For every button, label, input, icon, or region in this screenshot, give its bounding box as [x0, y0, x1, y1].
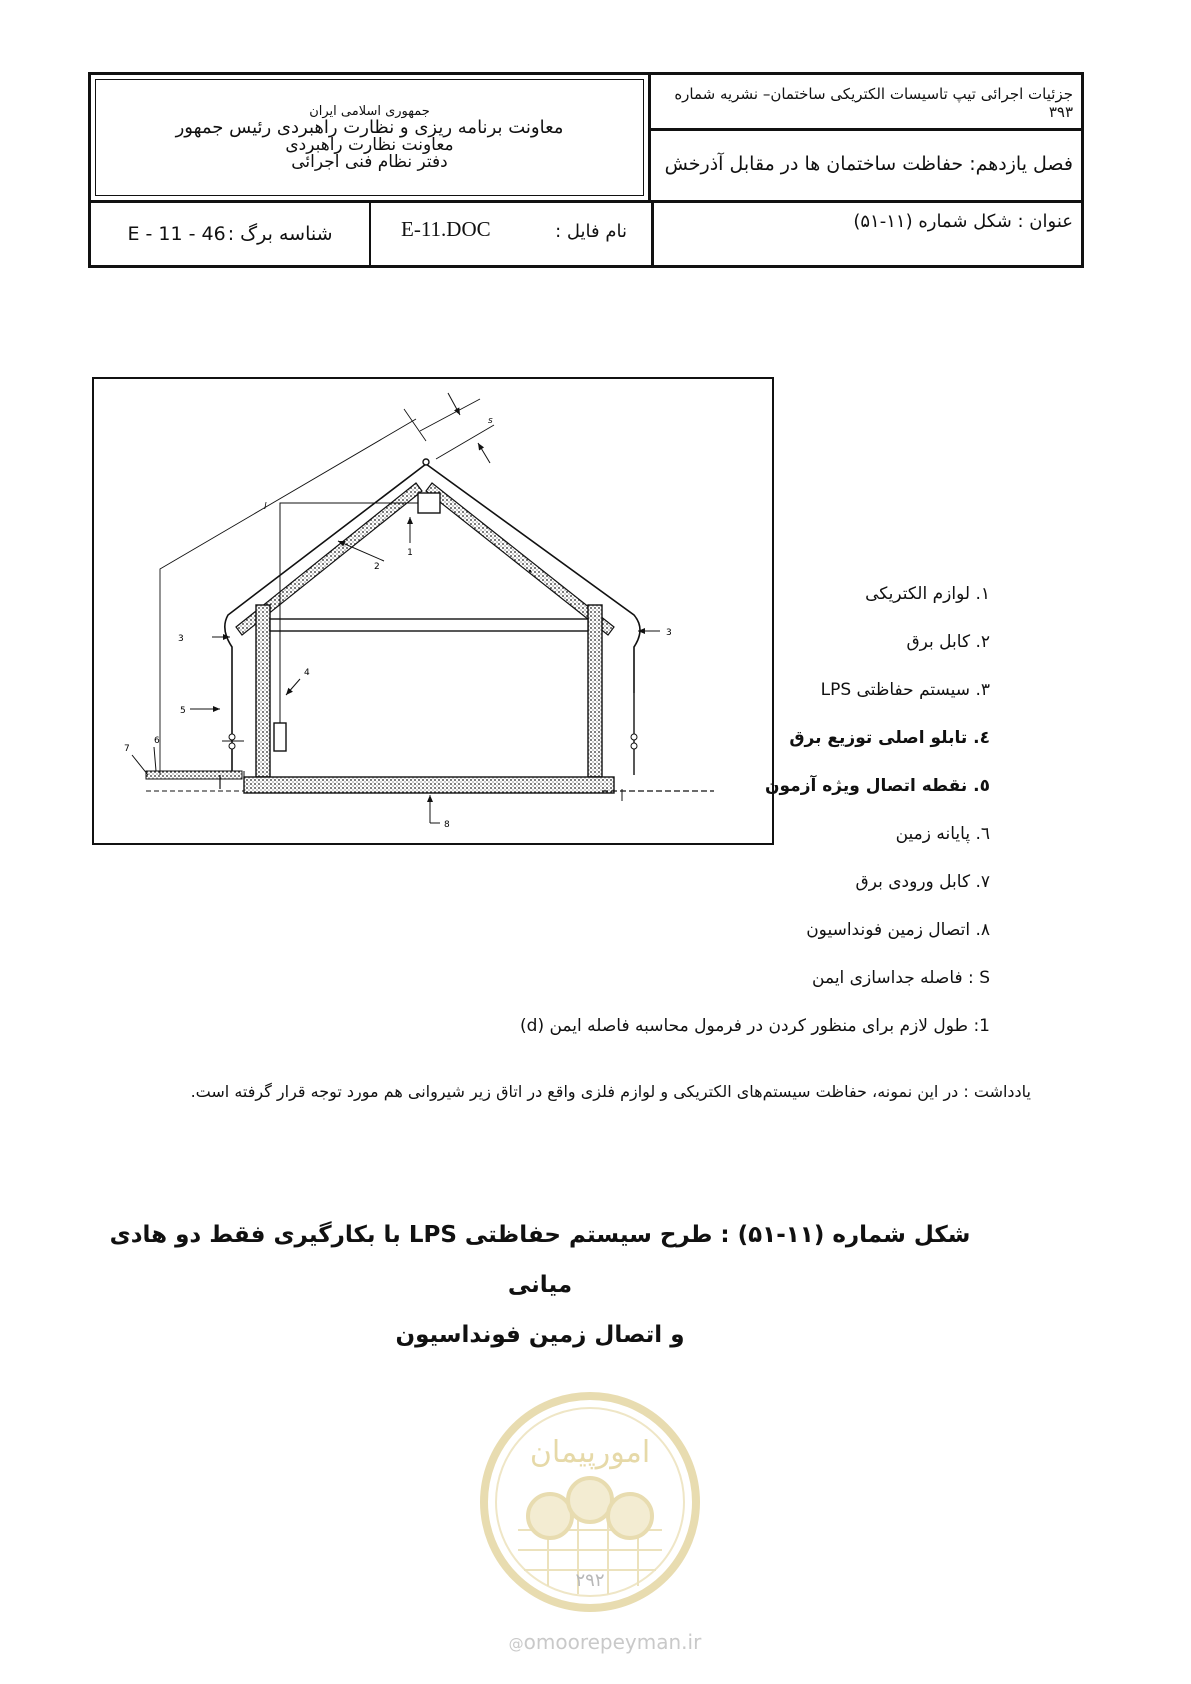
legend-item: ٦. پایانه زمین	[895, 824, 990, 844]
legend-item: 1: طول لازم برای منظور کردن در فرمول محاسبه فاصله ایمن (d)	[520, 1016, 990, 1036]
legend-item: S : فاصله جداسازی ایمن	[812, 968, 990, 988]
publication-cell: جزئیات اجرائی تیپ تاسیسات الکتریکی ساختمان– نشریه شماره ۳۹۳	[648, 75, 1081, 131]
seal-text: امورپیمان	[529, 1435, 651, 1470]
website-watermark	[500, 1630, 710, 1654]
file-cell	[371, 203, 654, 265]
org-line-2: معاونت برنامه ریزی و نظارت راهبردی رئیس جمهور	[175, 116, 564, 138]
org-line-3: معاونت نظارت راهبردی	[285, 134, 454, 155]
figure-caption	[100, 1210, 980, 1360]
caption-line-1: شکل شماره (۱۱-۵۱) : طرح سیستم حفاظتی LPS با بکارگیری فقط دو هادی میانی	[109, 1222, 971, 1298]
label-2: 2	[374, 562, 380, 572]
wall-left	[256, 605, 270, 777]
label-8: 8	[444, 820, 450, 830]
caption-line-2: و اتصال زمین فونداسیون	[395, 1322, 685, 1348]
legend-item: ۲. کابل برق	[906, 632, 990, 652]
test-joint-left	[229, 734, 235, 740]
org-line-4: دفتر نظام فنی اجرائی	[291, 151, 448, 172]
seal-logo-icon	[478, 1390, 702, 1614]
label-5: 5	[180, 706, 186, 716]
watermark-seal	[478, 1390, 702, 1614]
sheet-label: شناسه برگ :	[227, 223, 333, 245]
legend-item: ۸. اتصال زمین فونداسیون	[806, 920, 990, 940]
legend-item: ۳. سیستم حفاظتی LPS	[820, 680, 990, 700]
organization-cell	[91, 75, 651, 203]
label-7: 7	[124, 744, 130, 754]
attic-appliance	[418, 493, 440, 513]
dimension-s-arrow-top	[448, 393, 460, 415]
chapter-cell: فصل یازدهم: حفاظت ساختمان ها در مقابل آذرخش	[648, 131, 1081, 203]
website-text: omoorepeyman.ir	[523, 1630, 702, 1654]
label-3-left: 3	[178, 634, 184, 644]
air-terminal	[423, 459, 429, 465]
header-table	[88, 72, 1084, 268]
sheet-id-cell	[91, 203, 371, 265]
dimension-s-arrow-bottom	[478, 443, 490, 463]
at-icon: @	[508, 1635, 524, 1653]
org-line-1: جمهوری اسلامی ایران	[309, 103, 430, 119]
legend-item: ۱. لوازم الکتریکی	[865, 584, 990, 604]
file-value: E-11.DOC	[401, 217, 491, 241]
legend-item: ۷. کابل ورودی برق	[855, 872, 990, 892]
page-number: ۲۹۲	[575, 1570, 605, 1591]
label-3-right: 3	[666, 628, 672, 638]
distribution-board	[274, 723, 286, 751]
file-label: نام فایل :	[555, 221, 627, 242]
label-4: 4	[304, 668, 310, 678]
label-s: s	[488, 416, 493, 426]
label-1: 1	[407, 548, 413, 558]
subject-cell: عنوان : شکل شماره (۱۱-۵۱)	[853, 211, 1073, 232]
organization-box	[95, 79, 644, 196]
legend-list	[520, 570, 990, 1050]
label-6: 6	[154, 736, 160, 746]
note-paragraph: یادداشت : در این نمونه، حفاظت سیستم‌های الکتریکی و لوازم فلزی واقع در اتاق زیر شیروانی هم مورد توجه قرار گرفته است.	[190, 1082, 1031, 1101]
label-l: l	[264, 502, 267, 512]
sheet-value: E - 11 - 46	[127, 223, 226, 245]
legend-item: ٥. نقطه اتصال ویژه آزمون	[765, 776, 990, 796]
legend-item: ٤. تابلو اصلی توزیع برق	[789, 728, 990, 748]
